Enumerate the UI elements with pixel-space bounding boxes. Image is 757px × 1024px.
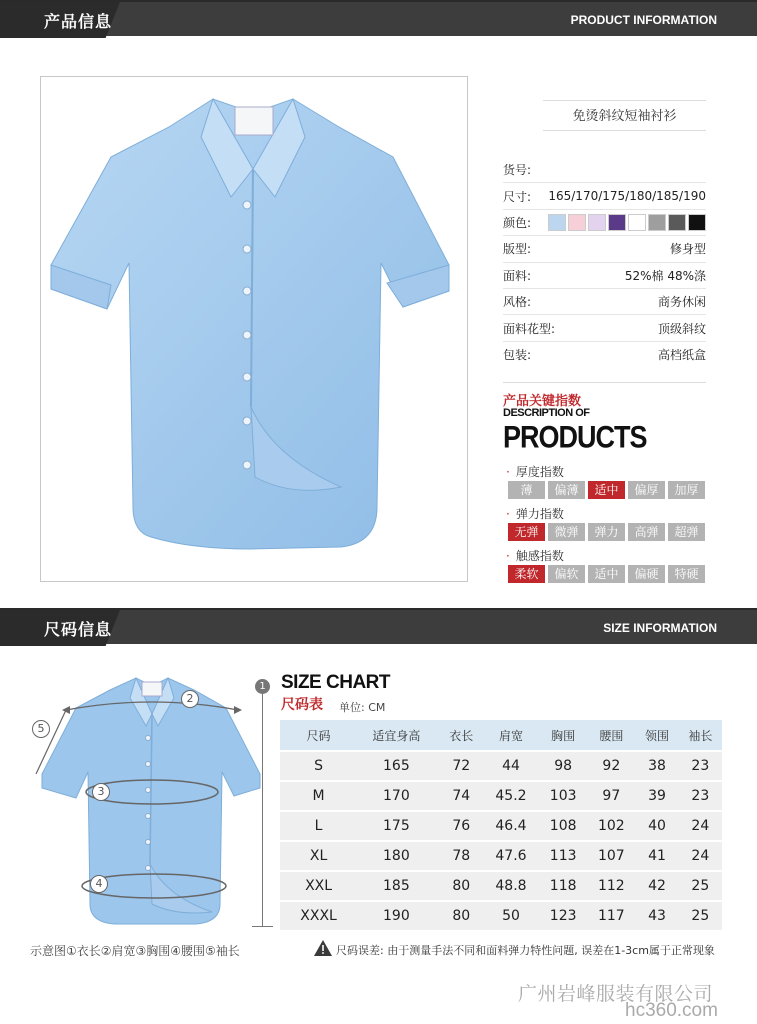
table-cell: 38 (635, 752, 678, 780)
color-swatches (548, 214, 706, 231)
table-cell: 25 (679, 872, 722, 900)
table-cell: 165 (353, 752, 440, 780)
table-cell: 23 (679, 752, 722, 780)
info-value: 高档纸盒 (657, 348, 706, 363)
watermark-domain: hc360.com (625, 1000, 718, 1021)
table-cell: 41 (635, 842, 678, 870)
size-chart-title: SIZE CHART (281, 672, 390, 693)
info-key: 版型: (503, 242, 532, 257)
table-cell: 76 (440, 812, 483, 840)
marker-4: 4 (90, 875, 108, 893)
info-key: 风格: (503, 295, 532, 310)
table-cell: 46.4 (483, 812, 539, 840)
table-row (280, 752, 722, 780)
info-row-item-no (503, 157, 706, 183)
info-value: 商务休闲 (657, 295, 706, 310)
info-row-package (503, 342, 706, 368)
index-heading-cn: 产品关键指数 (503, 394, 582, 409)
table-row (280, 812, 722, 840)
info-row-size (503, 183, 706, 209)
table-cell: 108 (539, 812, 587, 840)
softness-index (503, 547, 708, 583)
table-cell: 117 (587, 902, 635, 930)
table-cell: 44 (483, 752, 539, 780)
table-cell: 80 (440, 872, 483, 900)
index-heading-en-large: PRODUCTS (503, 420, 647, 455)
index-cell: 薄 (508, 481, 545, 499)
size-chart-title-cn: 尺码表 (281, 697, 323, 713)
index-cell: 偏薄 (548, 481, 585, 499)
index-label: · 触感指数 (503, 547, 708, 565)
size-diagram (26, 664, 274, 940)
info-value: 修身型 (669, 242, 706, 257)
index-scale (508, 481, 708, 499)
info-key: 尺寸: (503, 189, 532, 204)
table-cell: 42 (635, 872, 678, 900)
table-cell: 25 (679, 902, 722, 930)
info-row-style (503, 289, 706, 315)
table-cell: L (280, 812, 353, 840)
table-cell: 107 (587, 842, 635, 870)
table-cell: 80 (440, 902, 483, 930)
table-cell: 185 (353, 872, 440, 900)
shirt-illustration (41, 77, 467, 581)
table-row (280, 782, 722, 810)
product-info-en: PRODUCT INFORMATION (570, 13, 717, 27)
table-cell: 74 (440, 782, 483, 810)
table-header-cell: 适宜身高 (353, 720, 440, 750)
size-info-en: SIZE INFORMATION (603, 621, 717, 635)
index-cell: 偏软 (548, 565, 585, 583)
table-cell: 50 (483, 902, 539, 930)
table-cell: 123 (539, 902, 587, 930)
table-cell: 72 (440, 752, 483, 780)
index-label: · 厚度指数 (503, 463, 708, 481)
info-key: 面料: (503, 268, 532, 283)
product-photo (40, 76, 468, 582)
size-info-band (0, 608, 757, 644)
table-header-cell: 腰围 (587, 720, 635, 750)
table-cell: 78 (440, 842, 483, 870)
table-cell: 40 (635, 812, 678, 840)
color-swatch[interactable] (588, 214, 606, 231)
table-row (280, 902, 722, 930)
table-cell: 170 (353, 782, 440, 810)
index-cell: 加厚 (668, 481, 705, 499)
table-cell: M (280, 782, 353, 810)
index-cell: 偏厚 (628, 481, 665, 499)
table-cell: 24 (679, 842, 722, 870)
size-info-title: 尺码信息 (44, 620, 113, 639)
table-cell: 175 (353, 812, 440, 840)
info-key: 面料花型: (503, 321, 556, 336)
info-row-fabric (503, 263, 706, 289)
table-cell: 23 (679, 782, 722, 810)
table-row (280, 872, 722, 900)
index-cell: 偏硬 (628, 565, 665, 583)
color-swatch[interactable] (608, 214, 626, 231)
product-info-title: 产品信息 (44, 12, 113, 31)
table-cell: 92 (587, 752, 635, 780)
size-table (280, 718, 722, 932)
product-info-list (503, 100, 706, 368)
table-cell: 97 (587, 782, 635, 810)
marker-3: 3 (92, 783, 110, 801)
table-header-cell: 肩宽 (483, 720, 539, 750)
table-cell: 103 (539, 782, 587, 810)
color-swatch[interactable] (628, 214, 646, 231)
table-cell: 118 (539, 872, 587, 900)
info-value: 165/170/175/180/185/190 (548, 189, 706, 204)
index-cell: 高弹 (628, 523, 665, 541)
info-key: 颜色: (503, 215, 532, 230)
index-cell: 适中 (588, 481, 625, 499)
info-key: 包装: (503, 348, 532, 363)
index-cell: 超弹 (668, 523, 705, 541)
color-swatch[interactable] (648, 214, 666, 231)
info-value: 52%棉 48%涤 (624, 268, 706, 283)
table-cell: XXXL (280, 902, 353, 930)
measurement-diagram (26, 664, 274, 940)
index-cell: 微弹 (548, 523, 585, 541)
table-header-row (280, 720, 722, 750)
table-header-cell: 尺码 (280, 720, 353, 750)
product-name: 免烫斜纹短袖衬衫 (543, 100, 706, 131)
color-swatch[interactable] (668, 214, 686, 231)
color-swatch[interactable] (568, 214, 586, 231)
index-label: · 弹力指数 (503, 505, 708, 523)
info-row-fit (503, 236, 706, 262)
index-scale (508, 523, 708, 541)
table-header-cell: 领围 (635, 720, 678, 750)
table-cell: 102 (587, 812, 635, 840)
table-cell: XXL (280, 872, 353, 900)
table-cell: XL (280, 842, 353, 870)
index-heading-en-small: DESCRIPTION OF (503, 407, 590, 419)
info-value: 顶级斜纹 (657, 321, 706, 336)
length-rule (262, 680, 263, 926)
table-cell: 45.2 (483, 782, 539, 810)
info-row-pattern (503, 315, 706, 341)
table-cell: 48.8 (483, 872, 539, 900)
table-cell: 190 (353, 902, 440, 930)
color-swatch[interactable] (548, 214, 566, 231)
table-cell: S (280, 752, 353, 780)
watermark-company: 广州岩峰服装有限公司 (518, 983, 714, 1005)
table-header-cell: 胸围 (539, 720, 587, 750)
info-key: 货号: (503, 163, 532, 178)
index-scale (508, 565, 708, 583)
marker-5: 5 (32, 720, 50, 738)
marker-1: 1 (255, 679, 270, 694)
info-row-color (503, 210, 706, 236)
index-cell: 无弹 (508, 523, 545, 541)
table-cell: 180 (353, 842, 440, 870)
warning-icon (314, 940, 332, 956)
table-header-cell: 袖长 (679, 720, 722, 750)
size-note: 尺码误差: 由于测量手法不同和面料弹力特性问题, 误差在1-3cm属于正常现象 (336, 944, 715, 957)
table-cell: 43 (635, 902, 678, 930)
table-cell: 112 (587, 872, 635, 900)
table-cell: 47.6 (483, 842, 539, 870)
table-cell: 98 (539, 752, 587, 780)
table-cell: 39 (635, 782, 678, 810)
length-rule-tick (252, 926, 273, 927)
thickness-index (503, 463, 708, 499)
elasticity-index (503, 505, 708, 541)
index-cell: 柔软 (508, 565, 545, 583)
table-cell: 113 (539, 842, 587, 870)
color-swatch[interactable] (688, 214, 706, 231)
table-row (280, 842, 722, 870)
index-cell: 特硬 (668, 565, 705, 583)
product-info-band (0, 0, 757, 36)
table-header-cell: 衣长 (440, 720, 483, 750)
marker-2: 2 (181, 690, 199, 708)
index-cell: 适中 (588, 565, 625, 583)
divider (503, 382, 706, 383)
diagram-caption: 示意图①衣长②肩宽③胸围④腰围⑤袖长 (30, 944, 240, 958)
table-cell: 24 (679, 812, 722, 840)
size-chart-unit: 单位: CM (339, 701, 386, 714)
index-cell: 弹力 (588, 523, 625, 541)
